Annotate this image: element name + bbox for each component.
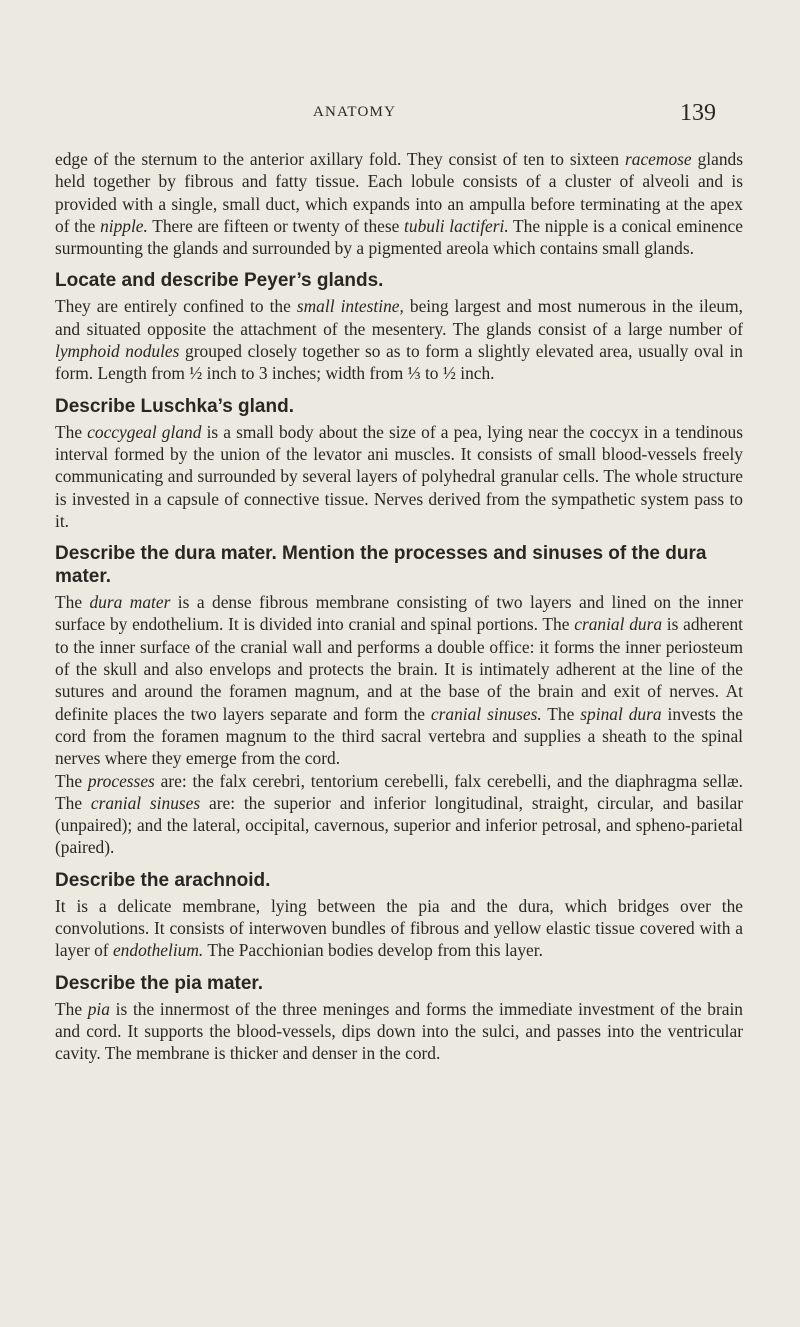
text-run: The Pacchionian bodies develop from this layer. (203, 940, 543, 961)
text-run: are: the falx cerebri, tentorium cerebelli, falx cerebelli, and the diaphragma sellæ. The (55, 770, 743, 813)
section-heading: Describe the dura mater. Mention the processes and sinuses of the dura mater. (55, 543, 707, 588)
text-run: is adherent to the inner surface of the cranial wall and performs a double office: it forms the inner periosteum of the skull and also envelops and protects the brain. It is intimately adherent at the line of the sutures and around the foramen magnum, and at the base of the brain and exit of nerves. At definite places the two layers separate and form the (55, 614, 743, 724)
italic-term: coccygeal gland (87, 421, 202, 442)
italic-term: dura mater (89, 592, 171, 613)
intro-paragraph (55, 148, 743, 259)
italic-term: tubuli lactiferi. (404, 215, 509, 236)
text-run: is a dense fibrous membrane consisting of two layers and lined on the inner surface by endothelium. It is divided into cranial and spinal portions. The (55, 592, 743, 635)
text-run: invests the cord from the foramen magnum to the third sacral vertebra and supplies a sheath to the spinal nerves where they emerge from the cord. (55, 703, 744, 769)
section-heading: Describe Luschka’s gland. (55, 395, 294, 417)
text-run: is a small body about the size of a pea, lying near the coccyx in a tendinous interval formed by the union of the levator ani muscles. It consists of small blood-vessels freely communicating and surrounded by several layers of polyhedral granular cells. The whole structure is invested in a capsule of connective tissue. Nerves derived from the sympathetic system pass to it. (55, 421, 744, 531)
section-heading: Describe the arachnoid. (55, 869, 271, 891)
text-run: They are entirely confined to the (55, 296, 297, 317)
italic-term: lymphoid nodules (55, 341, 180, 362)
italic-term: spinal dura (580, 703, 662, 724)
italic-term: cranial dura (574, 614, 663, 635)
section-heading: Locate and describe Peyer’s glands. (55, 270, 384, 292)
italic-term: racemose (625, 149, 692, 169)
italic-term: processes (87, 770, 155, 791)
text-run: The (55, 421, 88, 442)
sections (55, 269, 743, 1064)
section-heading: Describe the pia mater. (55, 972, 264, 994)
page-body (55, 148, 743, 1065)
text-run: are: the superior and inferior longitudinal, straight, circular, and basilar (unpaired); and the lateral, occipital, cavernous, superior and inferior petrosal, and spheno-parietal (paired). (55, 792, 743, 858)
text-run: grouped closely together so as to form a slightly elevated area, usually oval in form. Length from ½ inch to 3 inches; width from ⅓ to ½ inch. (55, 341, 744, 384)
text-run: It is a delicate membrane, lying between the pia and the dura, which bridges over the convolutions. It consists of interwoven bundles of fibrous and yellow elastic tissue covered with a layer of (55, 895, 743, 961)
text-run: The (55, 998, 88, 1019)
text-run: The nipple is a conical eminence surmounting the glands and surrounded by a pigmented areola which contains small glands. (55, 215, 743, 259)
section-paragraph (55, 591, 743, 769)
italic-term: endothelium. (112, 940, 204, 961)
italic-term: small intestine, (296, 296, 404, 317)
italic-term: nipple. (100, 215, 148, 236)
text-run: There are fifteen or twenty of these (147, 215, 405, 236)
text-run: The (541, 703, 581, 724)
text-run: being largest and most numerous in the ileum, and situated opposite the attachment of the mesentery. The glands consist of a large number of (55, 296, 743, 339)
section-paragraph (55, 295, 743, 384)
section-paragraph (55, 421, 743, 532)
italic-term: cranial sinuses. (430, 703, 542, 724)
page-number: 139 (680, 100, 716, 126)
text-run: edge of the sternum to the anterior axillary fold. They consist of ten to sixteen (55, 149, 625, 169)
running-head: ANATOMY (313, 104, 397, 120)
text-run: is the innermost of the three meninges and forms the immediate investment of the brain and cord. It supports the blood-vessels, dips down into the sulci, and passes into the ventricular cavity. The membrane is thicker and denser in the cord. (55, 998, 743, 1064)
italic-term: pia (87, 998, 110, 1019)
section-paragraph (55, 770, 743, 859)
text-run: The (55, 770, 88, 791)
text-run: glands held together by fibrous and fatty tissue. Each lobule consists of a cluster of alveoli and is provided with a single, small duct, which expands into an ampulla before terminating at the apex of the (55, 149, 743, 236)
section-paragraph (55, 998, 743, 1065)
italic-term: cranial sinuses (90, 792, 201, 813)
section-paragraph (55, 895, 743, 962)
text-run: The (55, 592, 90, 613)
